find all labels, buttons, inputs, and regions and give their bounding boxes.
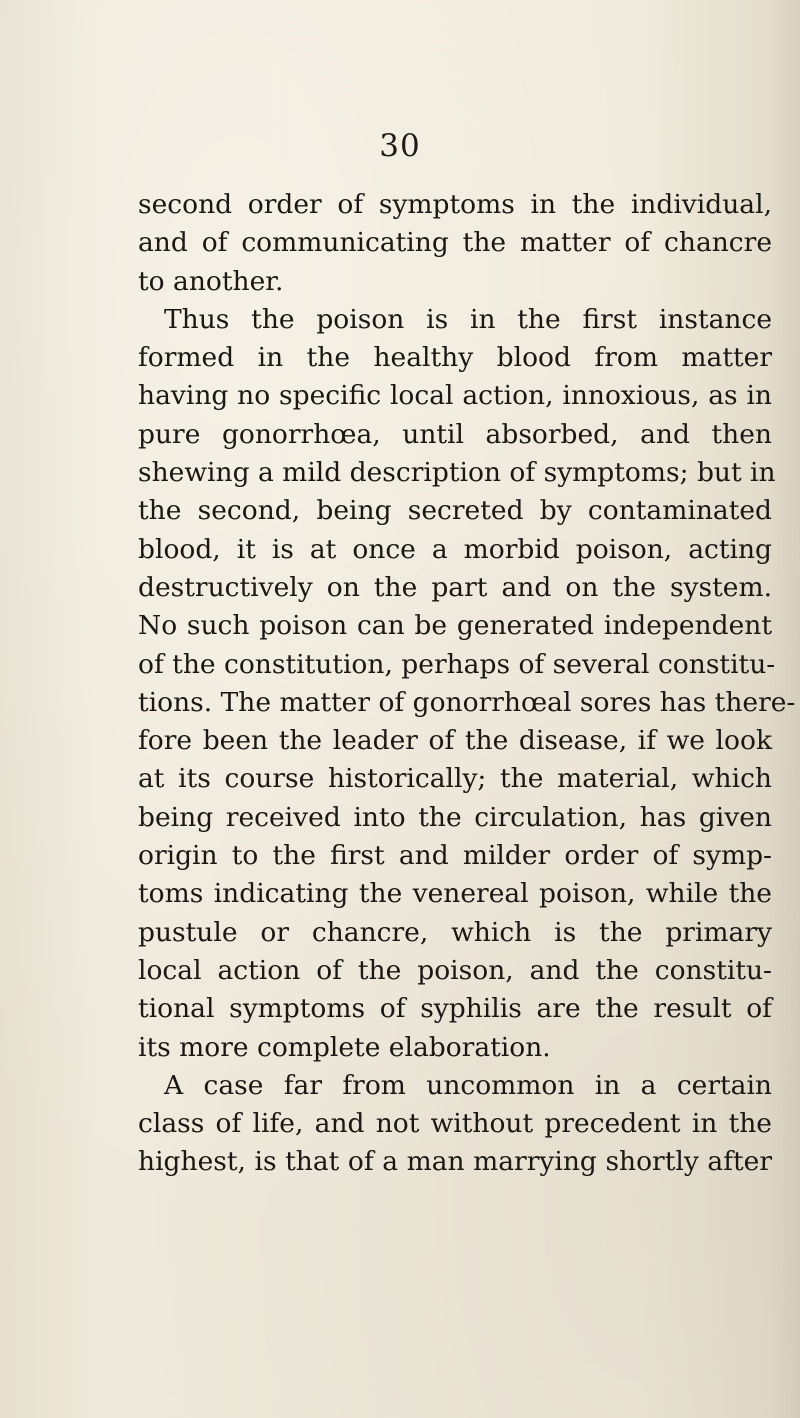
page-number: 30 — [379, 128, 421, 164]
text-line: No such poison can be generated independent — [138, 610, 772, 642]
text-line: to another. — [138, 265, 284, 297]
paragraph-start-line: A case far from uncommon in a certain — [164, 1069, 772, 1101]
text-line: formed in the healthy blood from matter — [138, 342, 772, 374]
text-line: at its course historically; the material, which — [138, 763, 772, 795]
text-line: tional symptoms of syphilis are the result of — [138, 993, 772, 1025]
text-line: tions. The matter of gonorrhœal sores has there- — [138, 686, 796, 718]
text-line: blood, it is at once a morbid poison, acting — [138, 533, 772, 565]
text-line: pustule or chancre, which is the primary — [138, 916, 772, 948]
text-line: destructively on the part and on the system. — [138, 571, 772, 603]
text-line: shewing a mild description of symptoms; but in — [138, 457, 776, 489]
text-line: class of life, and not without precedent in the — [138, 1108, 772, 1140]
paragraph-start-line: Thus the poison is in the first instance — [164, 303, 772, 335]
text-line: fore been the leader of the disease, if we look — [138, 725, 772, 757]
text-line: having no specific local action, innoxious, as in — [138, 380, 772, 412]
text-line: highest, is that of a man marrying shortly after — [138, 1146, 772, 1178]
text-line: of the constitution, perhaps of several constitu- — [138, 648, 776, 680]
text-line: second order of symptoms in the individual, — [138, 189, 772, 220]
text-line: toms indicating the venereal poison, while the — [138, 878, 772, 910]
text-line: the second, being secreted by contaminated — [138, 495, 772, 527]
text-line: and of communicating the matter of chancre — [138, 227, 772, 259]
body-text — [138, 186, 796, 1182]
text-line: origin to the first and milder order of symp- — [138, 840, 772, 872]
text-line: being received into the circulation, has given — [138, 801, 772, 833]
text-line: pure gonorrhœa, until absorbed, and then — [138, 418, 772, 450]
text-line: local action of the poison, and the constitu- — [138, 954, 772, 986]
text-line: its more complete elaboration. — [138, 1031, 551, 1063]
